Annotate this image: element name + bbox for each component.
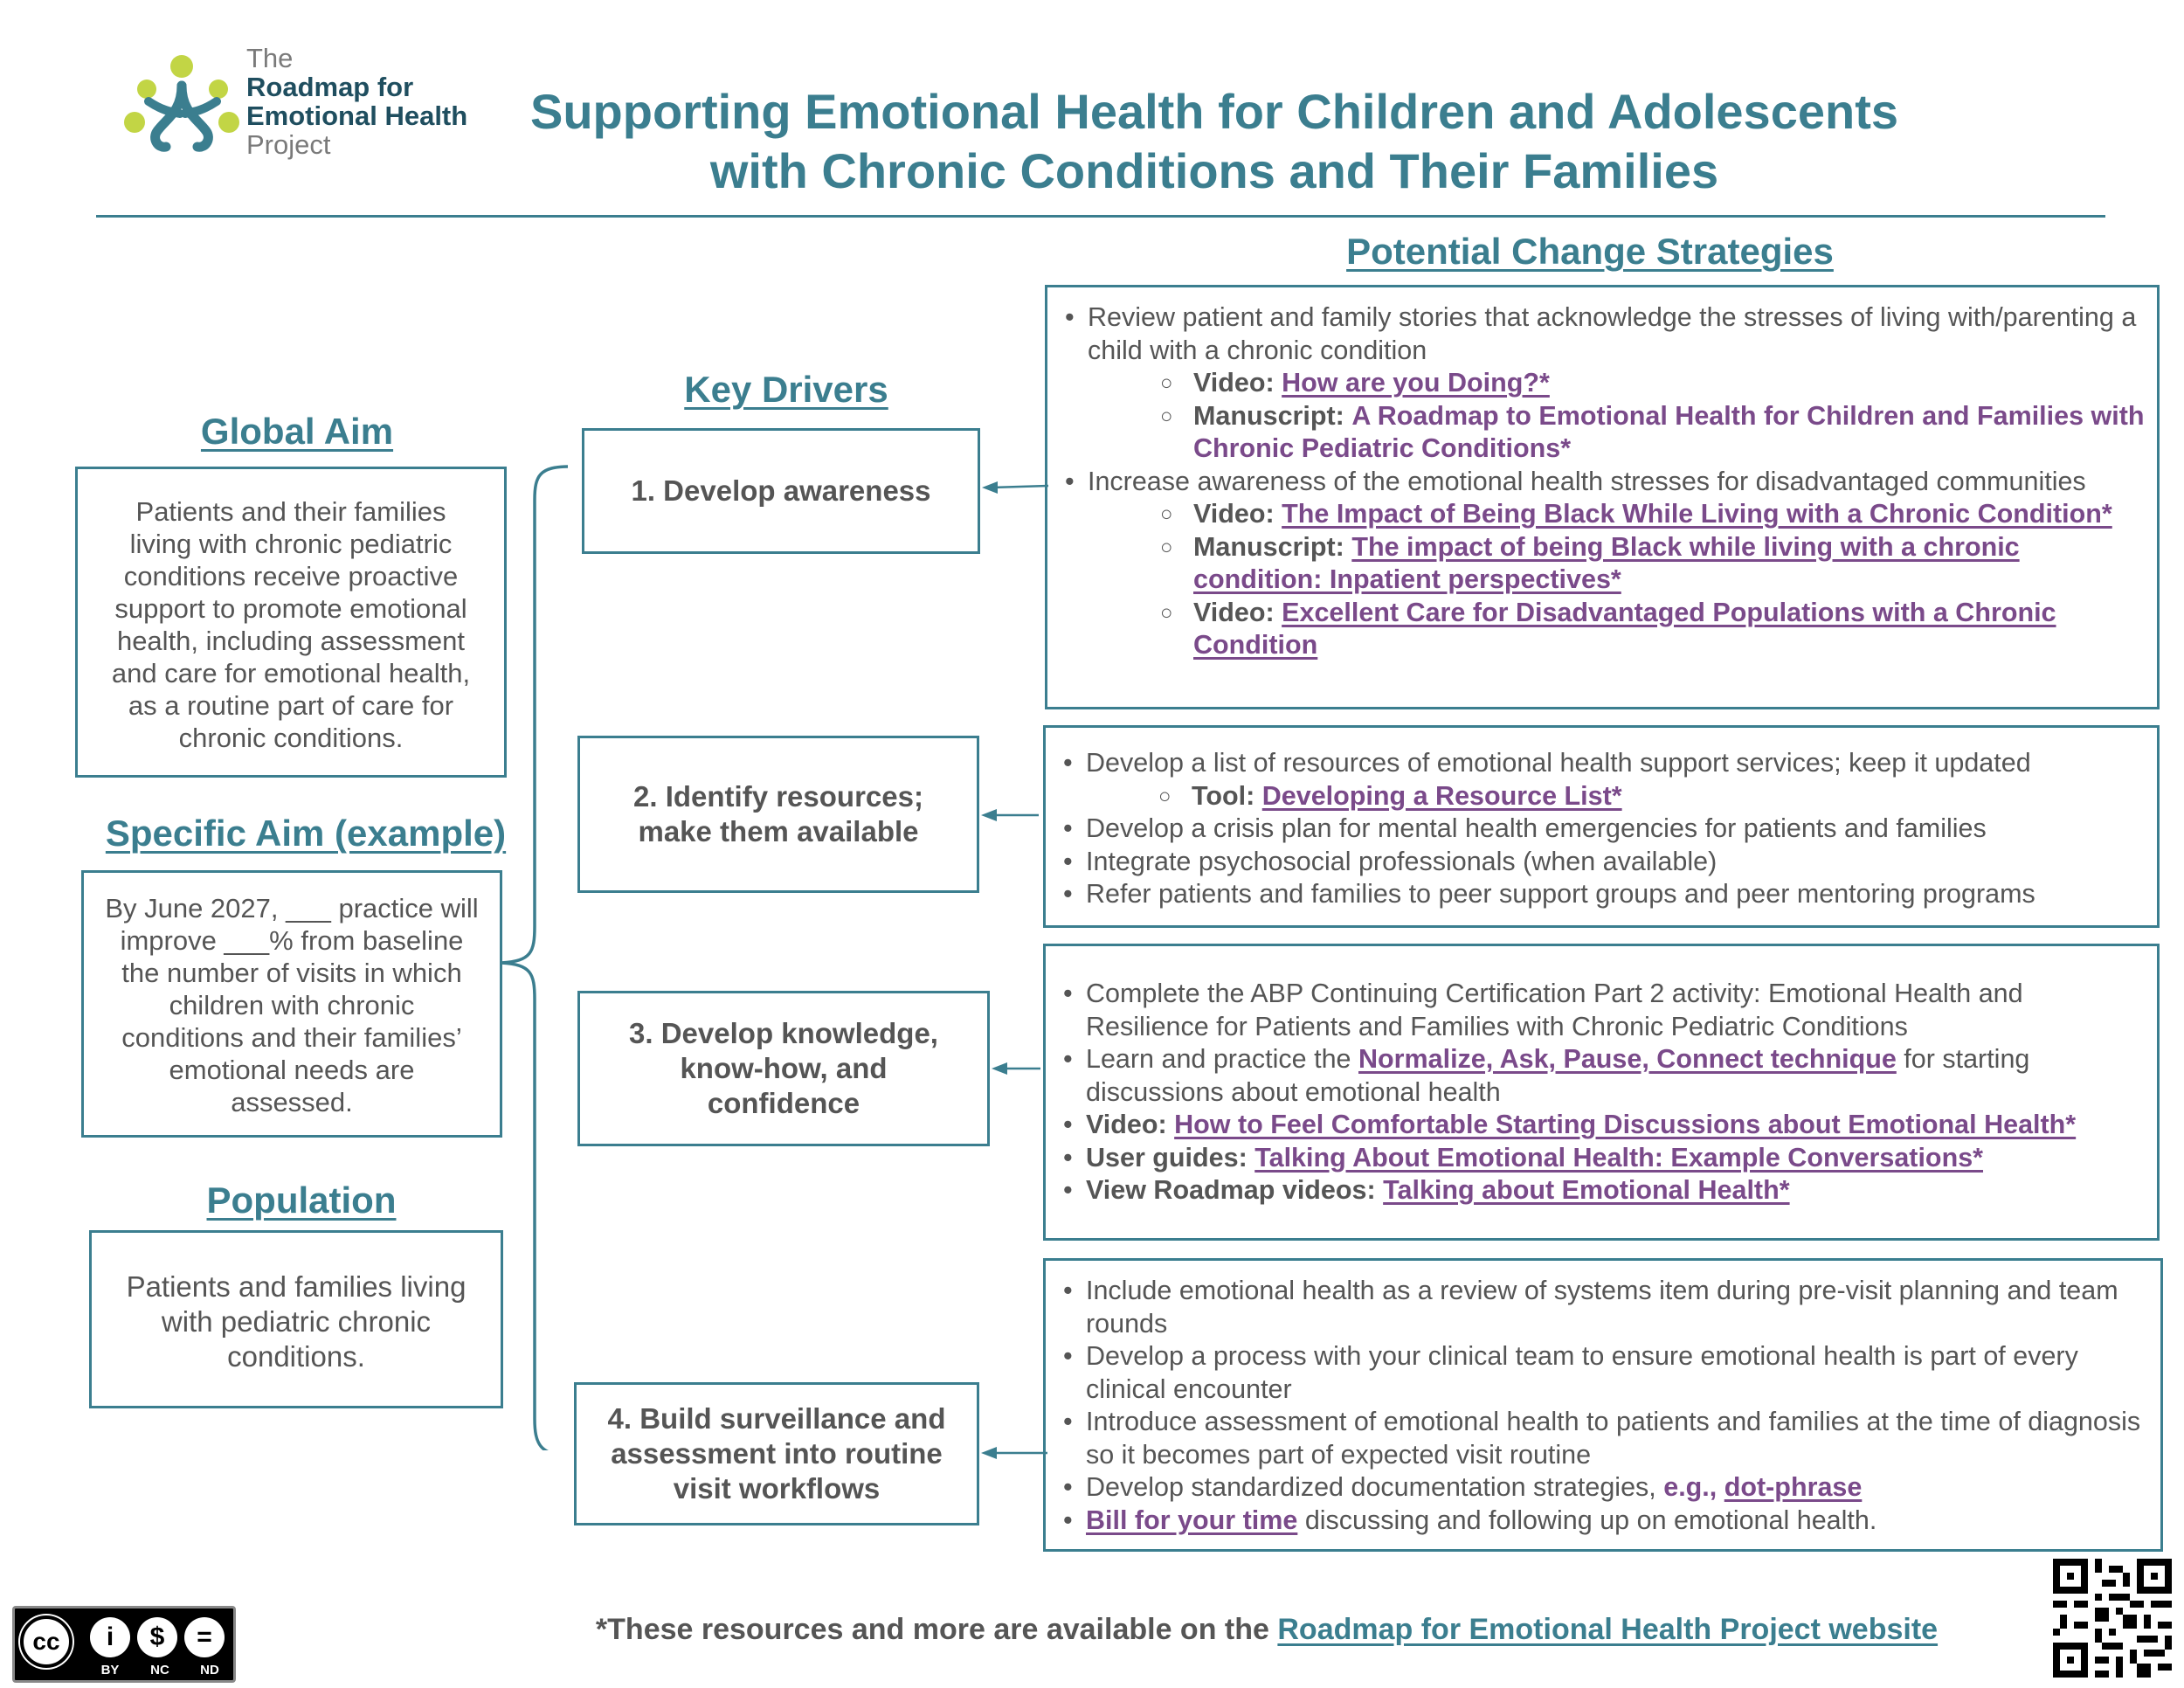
footer-website-link[interactable]: Roadmap for Emotional Health Project website (1277, 1613, 1939, 1646)
strategy-2-item-1 (1060, 747, 2148, 780)
specific-aim-text: By June 2027, ___ practice will improve ___% from baseline the number of visits in which children with chronic conditions and their families’ emotional needs are assessed. (105, 893, 479, 1117)
strategy-1-item-2b-label: Manuscript: (1193, 531, 1344, 562)
strategy-3-item-3 (1060, 1109, 2148, 1142)
heading-strategies: Potential Change Strategies (1346, 231, 1834, 272)
driver-box-2 (577, 736, 979, 893)
strategy-4-item-1 (1060, 1275, 2152, 1340)
link-talking-about-emotional-health[interactable]: Talking about Emotional Health* (1383, 1175, 1790, 1205)
strategy-2-item-2 (1060, 813, 2148, 846)
strategy-4-item-3 (1060, 1406, 2152, 1471)
strategy-3-item-1 (1060, 978, 2148, 1043)
strategy-1-item-1 (1061, 301, 2148, 367)
driver-box-3 (577, 991, 990, 1146)
strategy-1-item-1b-label: Manuscript: (1193, 400, 1344, 431)
link-impact-being-black-manuscript[interactable]: The impact of being Black while living with a chronic condition: Inpatient perspectives* (1193, 531, 2020, 594)
strategy-2-item-3 (1060, 846, 2148, 879)
strategy-1-item-2-text: Increase awareness of the emotional health stresses for disadvantaged communities (1088, 466, 2086, 496)
qr-code-icon (2053, 1559, 2172, 1678)
heading-global-aim: Global Aim (200, 411, 394, 452)
noderivatives-icon: = (184, 1617, 225, 1657)
strategy-2-item-1a (1060, 780, 2148, 813)
strategy-3-item-4-label: User guides: (1086, 1142, 1248, 1173)
link-excellent-care-video[interactable]: Excellent Care for Disadvantaged Populations with a Chronic Condition (1193, 597, 2056, 660)
strategy-1-item-2 (1061, 466, 2148, 499)
link-dot-phrase[interactable]: dot-phrase (1724, 1472, 1863, 1502)
link-feel-comfortable-video[interactable]: How to Feel Comfortable Starting Discussions about Emotional Health* (1174, 1110, 2077, 1139)
strategy-1-item-1b (1061, 400, 2148, 466)
global-aim-text: Patients and their families living with chronic pediatric conditions receive proactive support to promote emotional health, including assessment and care for emotional health, as a routine part of care for chronic conditions. (111, 496, 471, 753)
strategy-1-item-2b (1061, 531, 2148, 597)
strategy-3-item-2-post: for starting discussions about emotional health (1086, 1044, 2030, 1107)
strategy-2-item-2-text: Develop a crisis plan for mental health emergencies for patients and families (1086, 813, 1987, 843)
global-aim-box (75, 467, 507, 778)
license-badge (12, 1606, 236, 1683)
license-by-label: BY (100, 1663, 120, 1678)
strategy-box-1 (1045, 285, 2160, 709)
qr-code[interactable] (2053, 1559, 2172, 1678)
strategy-3-item-2 (1060, 1043, 2148, 1109)
strategy-4-item-1-text: Include emotional health as a review of systems item during pre-visit planning and team rounds (1086, 1276, 2118, 1339)
strategy-2-item-4 (1060, 878, 2148, 911)
population-text: Patients and families living with pediatric chronic conditions. (126, 1270, 467, 1373)
logo-line-project: Project (246, 129, 331, 160)
strategy-2-item-3-text: Integrate psychosocial professionals (when available) (1086, 846, 1717, 876)
strategy-2-item-1-text: Develop a list of resources of emotional health support services; keep it updated (1086, 748, 2031, 778)
driver-label-3: 3. Develop knowledge, know-how, and confidence (629, 1017, 938, 1119)
footer-text: *These resources and more are available on the (595, 1613, 1278, 1646)
strategy-box-4 (1043, 1258, 2163, 1552)
strategy-2-item-4-text: Refer patients and families to peer support groups and peer mentoring programs (1086, 879, 2035, 909)
page-title-line-1: Supporting Emotional Health for Children and Adolescents (529, 84, 1898, 139)
heading-key-drivers: Key Drivers (684, 369, 888, 410)
strategy-4-item-4-eg: e.g., (1663, 1472, 1717, 1502)
strategy-1-item-1-text: Review patient and family stories that acknowledge the stresses of living with/parenting a child with a chronic condition (1088, 302, 2137, 365)
strategy-4-item-2 (1060, 1340, 2152, 1406)
strategy-box-3 (1043, 944, 2160, 1241)
strategy-3-item-5 (1060, 1174, 2148, 1207)
strategy-3-item-1-text: Complete the ABP Continuing Certification Part 2 activity: Emotional Health and Resilience for Patients and Families with Chronic Pediatric Conditions (1086, 979, 2023, 1041)
strategy-3-item-2-pre: Learn and practice the (1086, 1044, 1358, 1074)
license-nd-label: ND (200, 1663, 219, 1678)
strategy-1-item-2c-label: Video: (1193, 597, 1275, 627)
footer-note (524, 1613, 2009, 1647)
strategy-1-item-1a-label: Video: (1193, 368, 1275, 398)
logo-line-emotional: Emotional Health (246, 100, 468, 131)
attribution-icon: i (90, 1617, 130, 1657)
driver-label-4: 4. Build surveillance and assessment into routine visit workflows (607, 1402, 946, 1505)
logo-line-roadmap: Roadmap for (246, 72, 414, 102)
logo-line-the: The (246, 43, 294, 73)
arrow-4 (979, 1440, 1049, 1466)
population-box (89, 1230, 503, 1408)
strategy-4-item-2-text: Develop a process with your clinical team to ensure emotional health is part of every clinical encounter (1086, 1341, 2078, 1404)
cc-icon (20, 1615, 73, 1668)
strategy-3-item-3-label: Video: (1086, 1110, 1167, 1139)
link-roadmap-manuscript[interactable]: A Roadmap to Emotional Health for Children and Families with Chronic Pediatric Conditions* (1193, 400, 2145, 463)
arrow-2 (979, 802, 1040, 828)
strategy-4-item-4 (1060, 1471, 2152, 1505)
heading-specific-aim: Specific Aim (example) (105, 813, 507, 854)
logo (122, 43, 489, 164)
aim-driver-brace (489, 454, 568, 1450)
noncommercial-icon: $ (137, 1617, 177, 1657)
page-title (489, 82, 1939, 201)
strategy-box-2 (1043, 725, 2160, 928)
license-nc-label: NC (150, 1663, 169, 1678)
driver-label-2: 2. Identify resources; make them available (633, 780, 923, 847)
driver-box-4 (574, 1382, 979, 1525)
strategy-2-item-1a-label: Tool: (1192, 780, 1255, 811)
link-impact-being-black-video[interactable]: The Impact of Being Black While Living with a Chronic Condition* (1282, 499, 2112, 529)
driver-label-1: 1. Develop awareness (631, 474, 931, 507)
strategy-3-item-5-label: View Roadmap videos: (1086, 1175, 1376, 1205)
strategy-4-item-3-text: Introduce assessment of emotional health to patients and families at the time of diagnosis so it becomes part of expected visit routine (1086, 1407, 2141, 1470)
link-how-are-you-doing[interactable]: How are you Doing?* (1282, 368, 1550, 398)
cc-text: cc (32, 1628, 60, 1655)
strategy-4-item-5-post: discussing and following up on emotional health. (1297, 1505, 1877, 1535)
roadmap-logo-icon (122, 51, 245, 164)
strategy-4-item-4-pre: Develop standardized documentation strategies, (1086, 1472, 1664, 1502)
strategy-1-item-1a (1061, 367, 2148, 400)
link-developing-resource-list[interactable]: Developing a Resource List* (1261, 780, 1622, 811)
strategy-1-item-2a (1061, 498, 2148, 531)
strategy-1-item-2a-label: Video: (1193, 499, 1275, 529)
link-normalize-ask-pause-connect[interactable]: Normalize, Ask, Pause, Connect technique (1358, 1044, 1897, 1074)
heading-population: Population (206, 1180, 397, 1221)
arrow-3 (990, 1055, 1042, 1082)
link-example-conversations[interactable]: Talking About Emotional Health: Example Conversations* (1254, 1142, 1984, 1173)
specific-aim-box (81, 870, 502, 1138)
link-bill-for-your-time[interactable]: Bill for your time (1086, 1505, 1298, 1535)
driver-box-1 (582, 428, 980, 554)
page-title-line-2: with Chronic Conditions and Their Families (709, 143, 1719, 198)
strategy-1-item-2c (1061, 597, 2148, 662)
title-divider (96, 215, 2105, 218)
arrow-1 (980, 474, 1050, 500)
strategy-3-item-4 (1060, 1142, 2148, 1175)
strategy-4-item-5 (1060, 1505, 2152, 1538)
